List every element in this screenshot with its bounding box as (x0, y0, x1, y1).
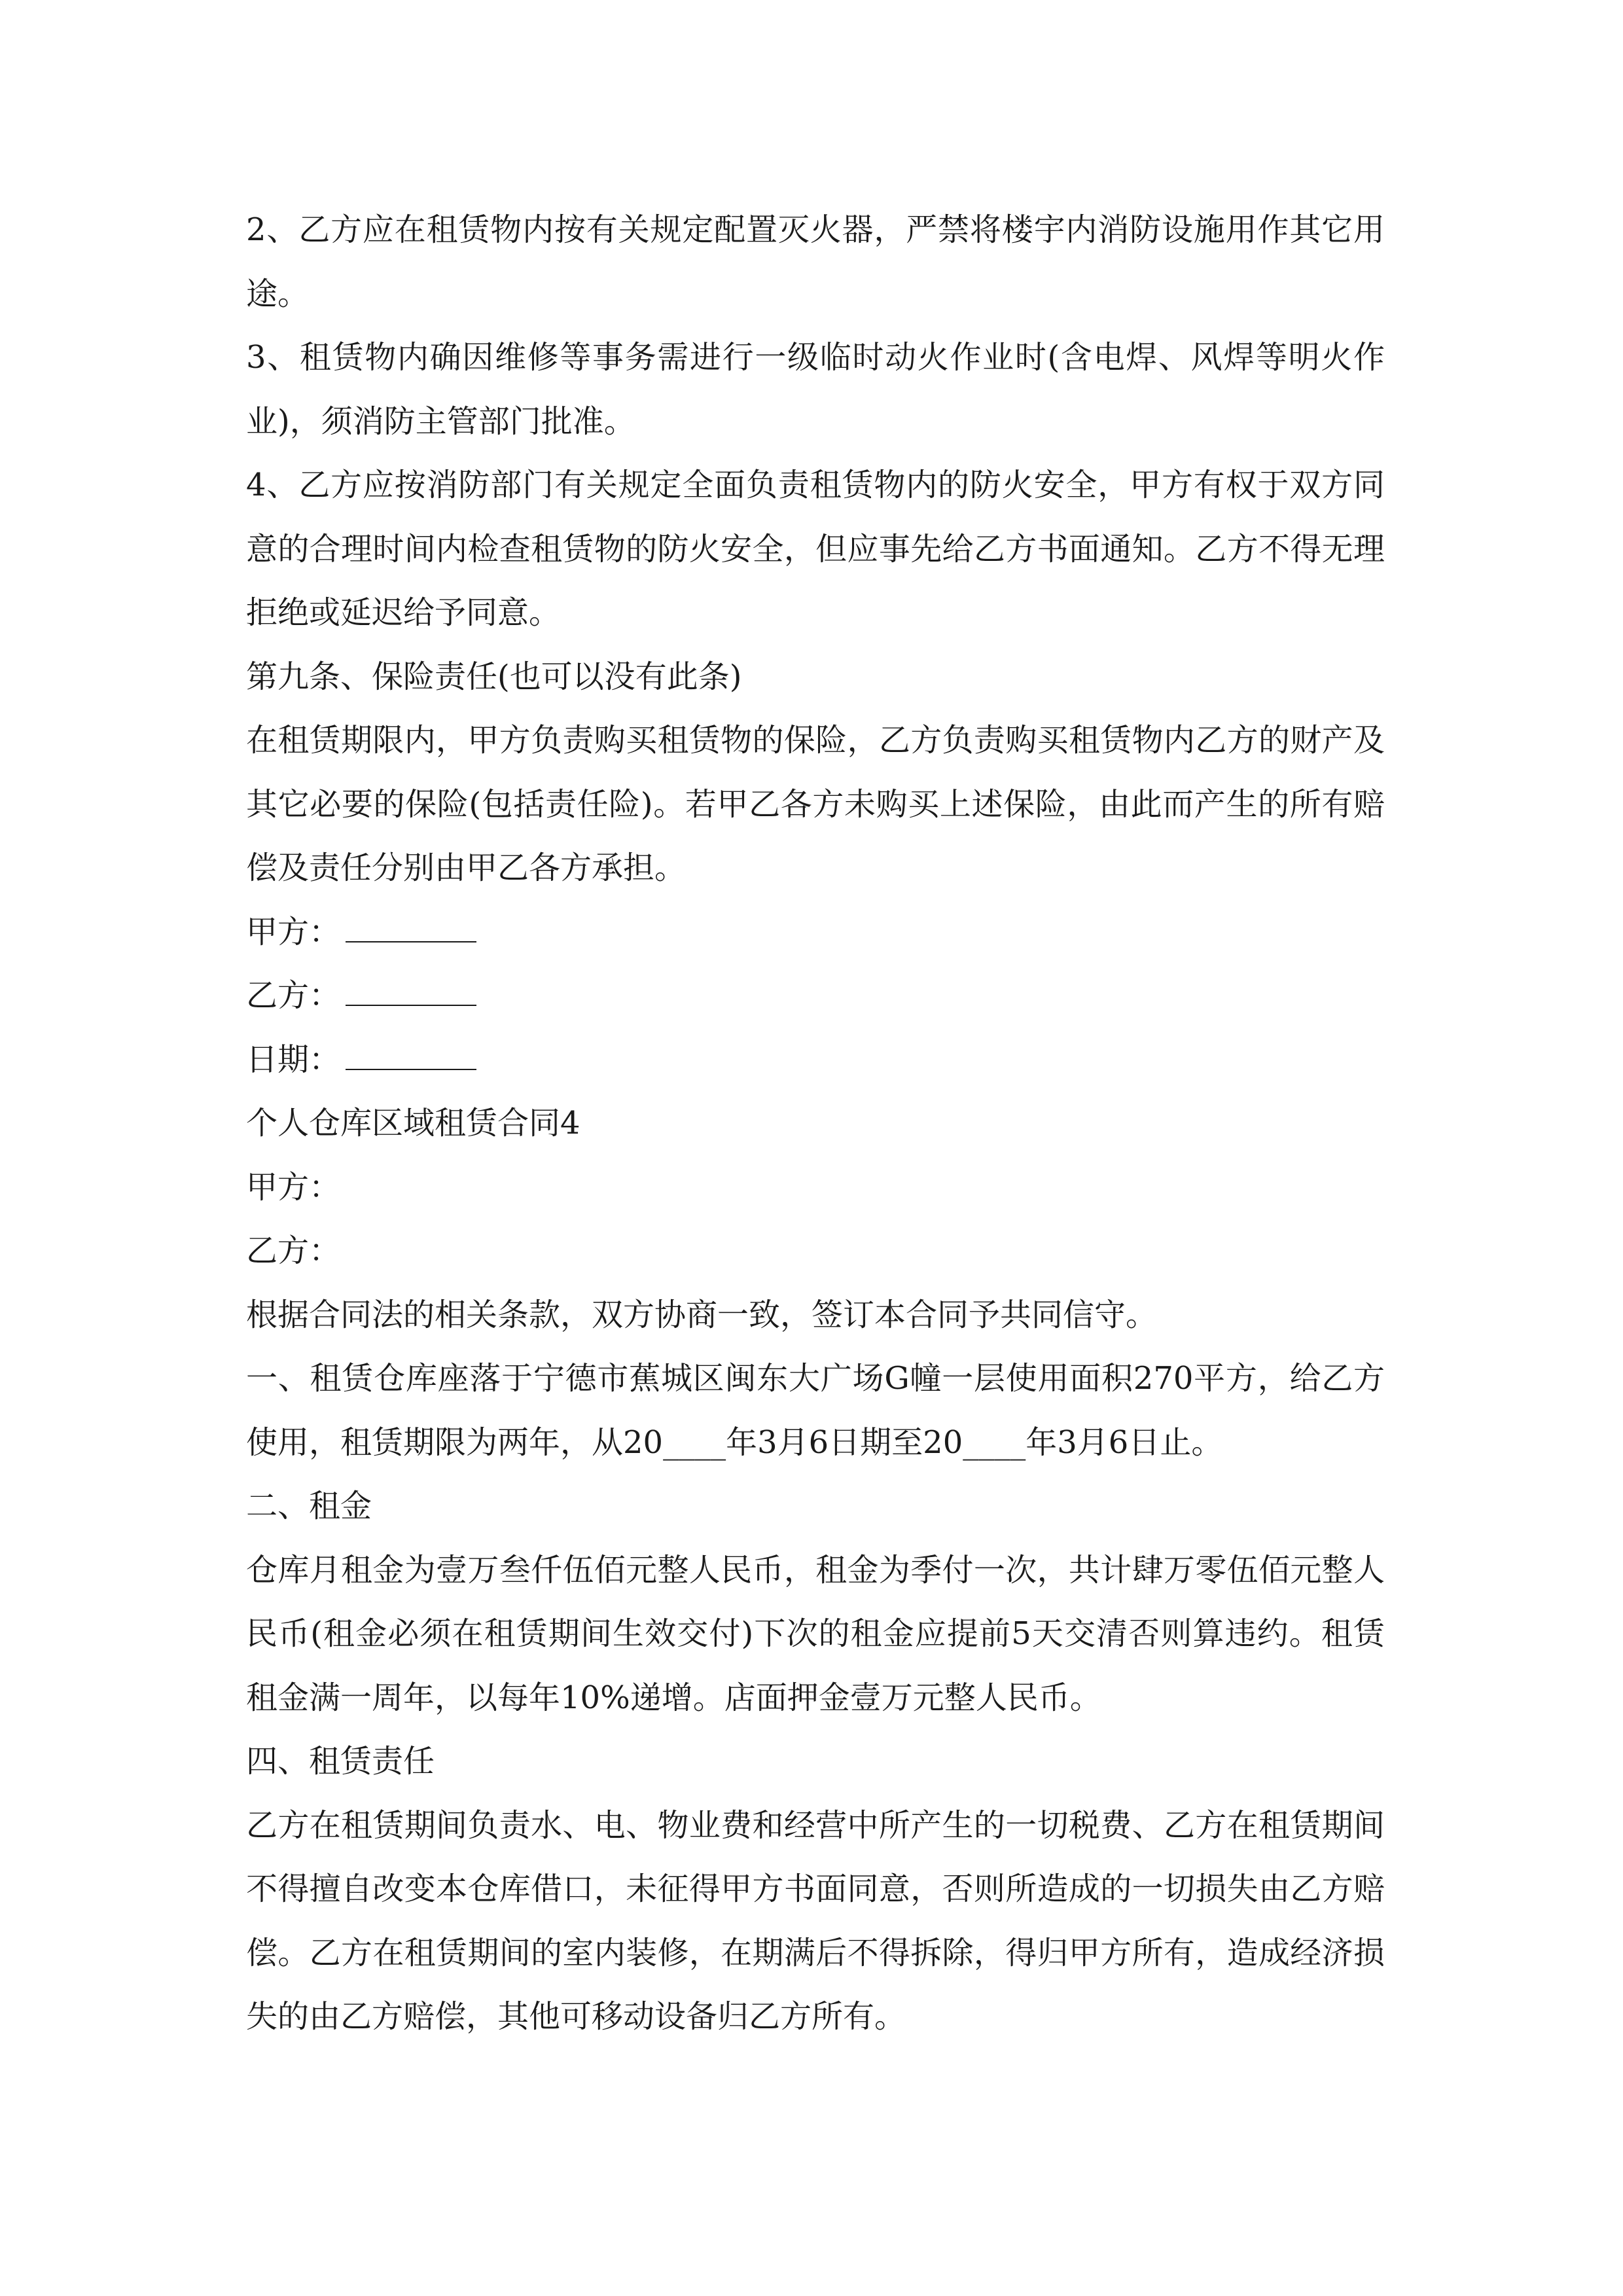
paragraph-insurance: 在租赁期限内，甲方负责购买租赁物的保险，乙方负责购买租赁物内乙方的财产及其它必要的保险(包括责任险)。若甲乙各方未购买上述保险，由此而产生的所有赔偿及责任分别由甲乙各方承担。 (246, 722, 1385, 886)
document-body (246, 198, 1385, 2049)
paragraph-hot-work: 3、租赁物内确因维修等事务需进行一级临时动火作业时(含电焊、风焊等明火作业)，须消防主管部门批准。 (246, 339, 1385, 440)
signature-party-b (246, 964, 1385, 1028)
signature-date-label: 日期： (246, 1041, 341, 1078)
signature-party-a-blank (346, 918, 476, 942)
clause-two-heading: 二、租金 (246, 1488, 372, 1524)
contract-title: 个人仓库区域租赁合同4 (246, 1105, 580, 1141)
signature-date-blank (346, 1045, 476, 1070)
contract-party-a: 甲方： (246, 1168, 341, 1206)
contract-intro: 根据合同法的相关条款，双方协商一致，签订本合同予共同信守。 (246, 1296, 1158, 1333)
clause-two: 仓库月租金为壹万叁仟伍佰元整人民币，租金为季付一次，共计肆万零伍佰元整人民币(租金必须在租赁期间生效交付)下次的租金应提前5天交清否则算违约。租赁租金满一周年，以每年10%递增。店面押金壹万元整人民币。 (246, 1551, 1385, 1716)
signature-party-a (246, 901, 1385, 965)
paragraph-fire-safety: 4、乙方应按消防部门有关规定全面负责租赁物内的防火安全，甲方有权于双方同意的合理时间内检查租赁物的防火安全，但应事先给乙方书面通知。乙方不得无理拒绝或延迟给予同意。 (246, 467, 1385, 631)
signature-party-a-label: 甲方： (246, 913, 341, 950)
signature-party-b-blank (346, 981, 476, 1006)
article-nine-heading: 第九条、保险责任(也可以没有此条) (246, 658, 742, 695)
clause-four: 乙方在租赁期间负责水、电、物业费和经营中所产生的一切税费、乙方在租赁期间不得擅自改变本仓库借口，未征得甲方书面同意，否则所造成的一切损失由乙方赔偿。乙方在租赁期间的室内装修，在期满后不得拆除，得归甲方所有，造成经济损失的由乙方赔偿，其他可移动设备归乙方所有。 (246, 1806, 1385, 2035)
signature-party-b-label: 乙方： (246, 977, 341, 1014)
clause-four-heading: 四、租赁责任 (246, 1743, 435, 1780)
contract-party-b: 乙方： (246, 1232, 341, 1269)
paragraph-fire-extinguisher: 2、乙方应在租赁物内按有关规定配置灭火器，严禁将楼宇内消防设施用作其它用途。 (246, 211, 1385, 312)
clause-one: 一、租赁仓库座落于宁德市蕉城区闽东大广场G幢一层使用面积270平方，给乙方使用，租赁期限为两年，从20____年3月6日期至20____年3月6日止。 (246, 1360, 1385, 1461)
signature-date (246, 1028, 1385, 1092)
